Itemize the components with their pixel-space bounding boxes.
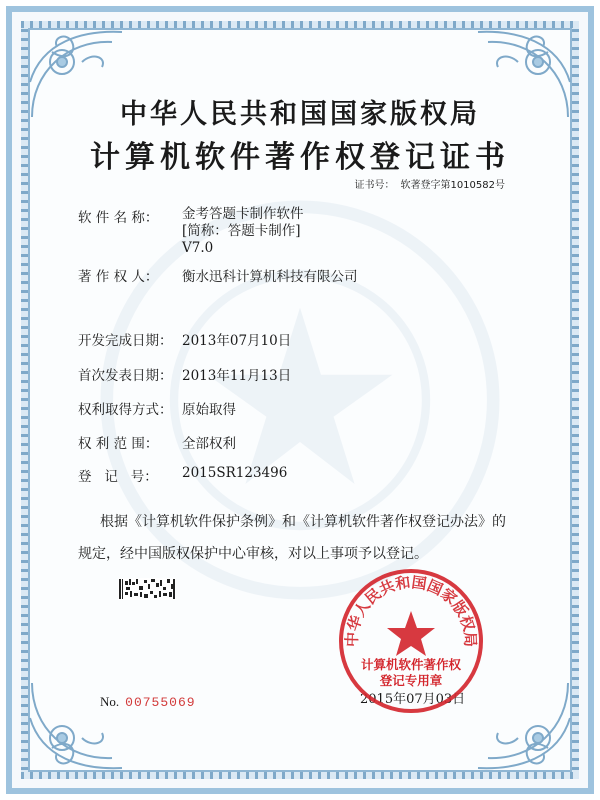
registration-no-value: 2015SR123496 bbox=[182, 465, 288, 481]
field-label: 权 利 范 围： bbox=[78, 436, 159, 452]
field-value bbox=[180, 206, 304, 257]
serial-number-value: 00755069 bbox=[125, 695, 196, 710]
field-pub-date bbox=[78, 364, 291, 384]
issue-date: 2015年07月03日 bbox=[360, 692, 466, 707]
serial-number-label: No. bbox=[100, 694, 120, 709]
field-scope bbox=[78, 432, 236, 452]
owner-value: 衡水迅科计算机科技有限公司 bbox=[182, 269, 358, 285]
field-software-name bbox=[78, 206, 304, 257]
body-paragraph-line1: 根据《计算机软件保护条例》和《计算机软件著作权登记办法》的 bbox=[100, 514, 506, 530]
body-paragraph-line2: 规定，经中国版权保护中心审核，对以上事项予以登记。 bbox=[78, 546, 428, 562]
software-name: 金考答题卡制作软件 bbox=[182, 206, 304, 222]
serial-number bbox=[100, 694, 196, 710]
software-short-name: [简称：答题卡制作] bbox=[182, 223, 301, 239]
scope-value: 全部权利 bbox=[182, 436, 236, 452]
acquire-value: 原始取得 bbox=[182, 402, 236, 418]
field-dev-date bbox=[78, 329, 291, 349]
dev-date-value: 2013年07月10日 bbox=[182, 333, 292, 349]
field-registration-no bbox=[78, 465, 287, 485]
field-label: 著 作 权 人： bbox=[78, 269, 159, 285]
field-label: 软 件 名 称： bbox=[78, 210, 159, 226]
pub-date-value: 2013年11月13日 bbox=[182, 368, 292, 384]
official-seal-icon bbox=[336, 566, 486, 716]
field-label: 登 记 号： bbox=[78, 469, 158, 485]
seal-line1: 计算机软件著作权 bbox=[360, 657, 461, 672]
seal-ring-text: 中华人民共和国国家版权局 bbox=[342, 573, 480, 648]
issuer-title: 中华人民共和国国家版权局 bbox=[120, 99, 480, 130]
software-version: V7.0 bbox=[182, 240, 214, 256]
qr-barcode-icon bbox=[118, 578, 176, 600]
certificate-number-label: 证书号： bbox=[354, 180, 395, 191]
certificate-number bbox=[348, 176, 505, 191]
certificate-number-value: 软著登字第1010582号 bbox=[400, 180, 505, 191]
corner-ornament-bottom-left bbox=[22, 668, 142, 778]
field-label: 开发完成日期： bbox=[78, 333, 173, 349]
field-label: 权利取得方式： bbox=[78, 402, 173, 418]
certificate-title: 计算机软件著作权登记证书 bbox=[90, 140, 510, 175]
field-acquire bbox=[78, 398, 236, 418]
seal-line2: 登记专用章 bbox=[379, 673, 443, 688]
field-label: 首次发表日期： bbox=[78, 368, 173, 384]
field-owner bbox=[78, 265, 358, 285]
